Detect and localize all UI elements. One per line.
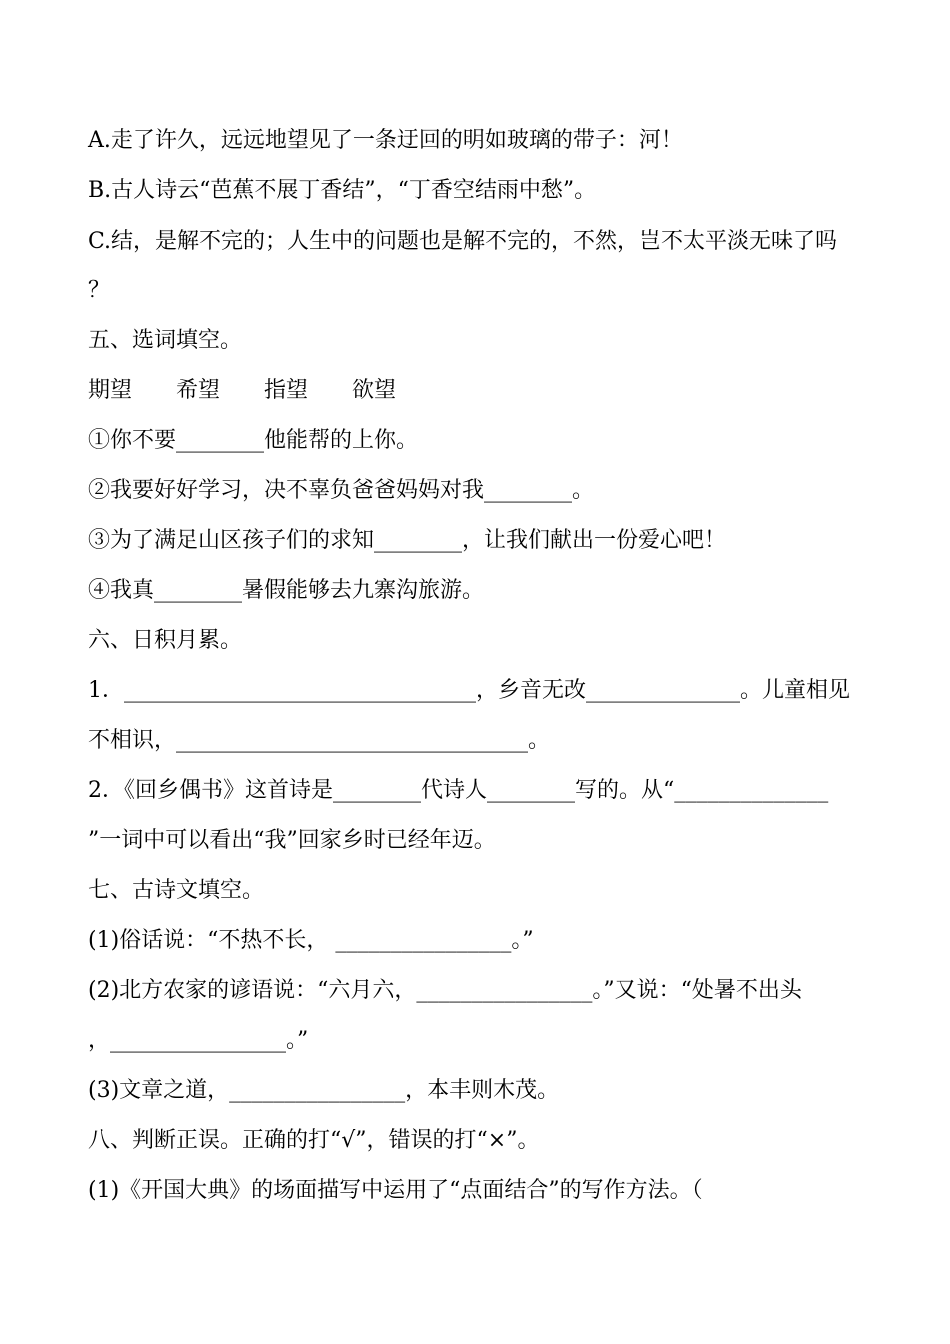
fill-item-2: ②我要好好学习，决不辜负爸爸妈妈对我________。 (88, 478, 595, 503)
option-c-continued: ？ (88, 278, 111, 303)
option-b: B.古人诗云“芭蕉不展丁香结”，“丁香空结雨中愁”。 (88, 178, 597, 203)
poetry-item-3: (3)文章之道，________________，本丰则木茂。 (88, 1078, 560, 1103)
option-a: A.走了许久，远远地望见了一条迂回的明如玻璃的带子：河！ (88, 128, 683, 153)
poetry-item-2: (2)北方农家的谚语说：“六月六，________________。”又说：“处暑不出头 (88, 978, 802, 1003)
fill-item-4: ④我真________暑假能够去九寨沟旅游。 (88, 578, 485, 603)
section-five-heading: 五、选词填空。 (88, 328, 243, 353)
poetry-item-1: (1)俗话说：“不热不长， ________________。” (88, 928, 534, 953)
section-seven-heading: 七、古诗文填空。 (88, 878, 265, 903)
judgement-item-1: (1)《开国大典》的场面描写中运用了“点面结合”的写作方法。（ (88, 1178, 703, 1203)
accumulation-item-2-continued: ”一词中可以看出“我”回家乡时已经年迈。 (88, 828, 496, 853)
option-c: C.结，是解不完的；人生中的问题也是解不完的，不然，岂不太平淡无味了吗 (88, 229, 838, 254)
accumulation-item-2: 2．《回乡偶书》这首诗是________代诗人________写的。从“______________ (88, 778, 829, 803)
poetry-item-2-continued: ，________________。” (88, 1028, 309, 1053)
fill-item-1: ①你不要________他能帮的上你。 (88, 428, 419, 453)
section-six-heading: 六、日积月累。 (88, 628, 243, 653)
accumulation-item-1: 1．________________________________，乡音无改______________。儿童相见 (88, 678, 850, 703)
section-eight-heading: 八、判断正误。正确的打“√”，错误的打“×”。 (88, 1128, 540, 1153)
word-choices: 期望 希望 指望 欲望 (88, 378, 397, 403)
fill-item-3: ③为了满足山区孩子们的求知________，让我们献出一份爱心吧！ (88, 528, 727, 553)
accumulation-item-1-continued: 不相识，________________________________。 (88, 728, 551, 753)
